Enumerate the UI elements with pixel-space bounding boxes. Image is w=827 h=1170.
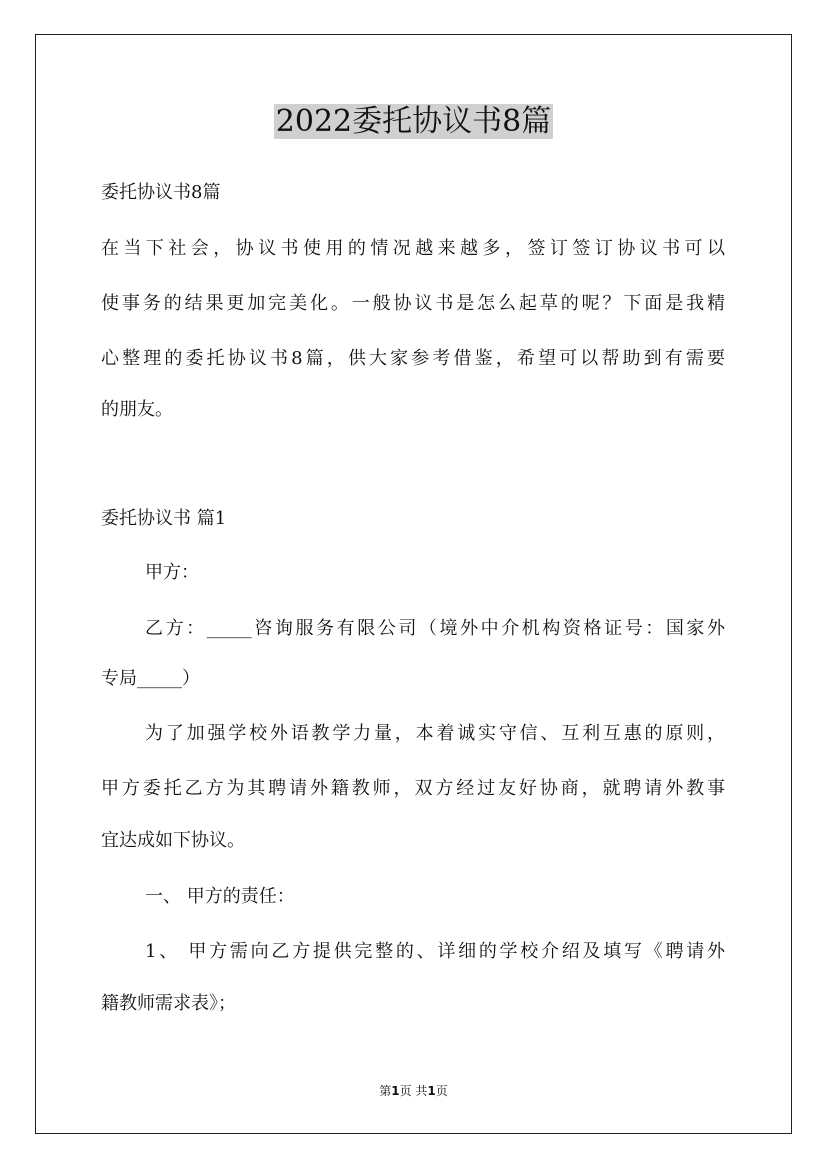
footer-page-prefix: 第 [379, 1084, 392, 1098]
page-footer [0, 1083, 827, 1099]
footer-page-total: 1 [427, 1084, 436, 1098]
intro-line-3: 心整理的委托协议书8篇，供大家参考借鉴，希望可以帮助到有需要 [101, 348, 725, 369]
intro-line-4: 的朋友。 [101, 399, 173, 420]
intro-line-2: 使事务的结果更加完美化。一般协议书是怎么起草的呢？下面是我精 [101, 293, 725, 314]
party-a-label: 甲方： [145, 562, 199, 583]
intro-line-1: 在当下社会，协议书使用的情况越来越多，签订签订协议书可以 [101, 238, 725, 259]
party-b-line-1: 乙方：_____咨询服务有限公司（境外中介机构资格证号：国家外 [145, 618, 725, 639]
section-heading: 委托协议书 篇1 [101, 508, 227, 529]
footer-page-current: 1 [391, 1084, 400, 1098]
purpose-line-3: 宜达成如下协议。 [101, 830, 245, 851]
purpose-line-1: 为了加强学校外语教学力量，本着诚实守信、互利互惠的原则， [145, 723, 725, 744]
footer-page-mid: 页 共 [399, 1084, 428, 1098]
document-title [0, 100, 827, 144]
clause-1-line-2: 籍教师需求表》； [101, 993, 236, 1014]
document-title-text: 2022委托协议书8篇 [275, 104, 552, 139]
purpose-line-2: 甲方委托乙方为其聘请外籍教师，双方经过友好协商，就聘请外教事 [101, 778, 725, 799]
clause-heading: 一、 甲方的责任： [145, 886, 295, 907]
party-b-line-2: 专局_____） [101, 668, 200, 689]
document-subtitle: 委托协议书8篇 [101, 182, 221, 203]
footer-page-suffix: 页 [435, 1084, 448, 1098]
clause-1-line-1: 1、 甲方需向乙方提供完整的、详细的学校介绍及填写《聘请外 [145, 941, 725, 962]
